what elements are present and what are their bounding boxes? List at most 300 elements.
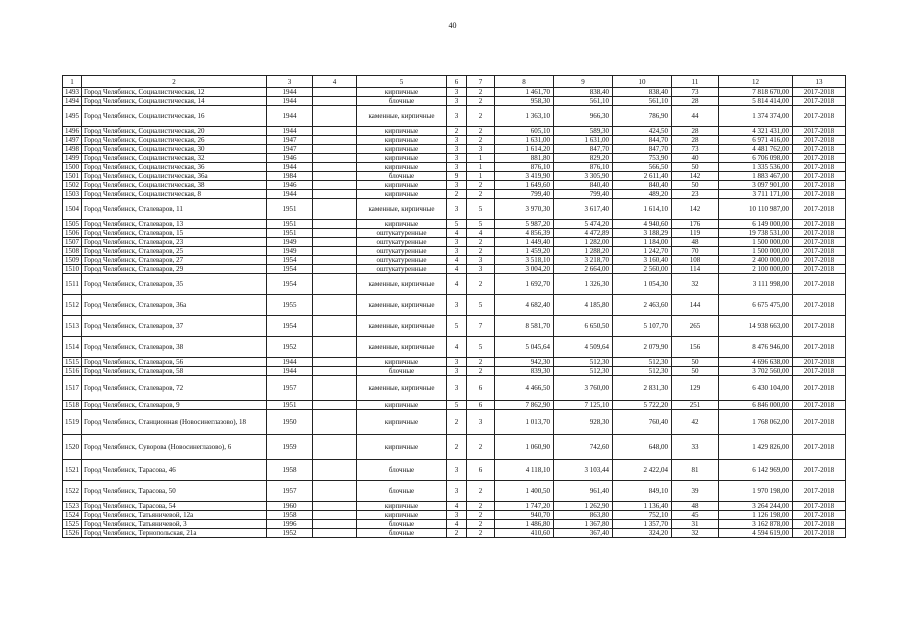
private-area-cell: 489,20 bbox=[613, 190, 672, 199]
residents-cell: 33 bbox=[672, 435, 719, 460]
year-built-cell: 1951 bbox=[267, 199, 313, 220]
residential-area-cell: 1 326,30 bbox=[554, 274, 613, 295]
private-area-cell: 2 079,90 bbox=[613, 337, 672, 358]
residents-cell: 142 bbox=[672, 172, 719, 181]
total-area-cell: 1 486,80 bbox=[495, 520, 554, 529]
cost-cell: 4 594 619,00 bbox=[719, 529, 793, 538]
column-header-11: 11 bbox=[672, 76, 719, 88]
floors-cell: 3 bbox=[447, 88, 467, 97]
floors-cell: 3 bbox=[447, 145, 467, 154]
private-area-cell: 2 560,00 bbox=[613, 265, 672, 274]
residential-area-cell: 367,40 bbox=[554, 529, 613, 538]
row-number: 1509 bbox=[63, 256, 82, 265]
residents-cell: 50 bbox=[672, 181, 719, 190]
row-number: 1500 bbox=[63, 163, 82, 172]
row-number: 1517 bbox=[63, 376, 82, 401]
cost-cell: 5 814 414,00 bbox=[719, 97, 793, 106]
address-cell: Город Челябинск, Сталеваров, 11 bbox=[82, 199, 267, 220]
address-cell: Город Челябинск, Станционная (Новосинеглазово), 18 bbox=[82, 410, 267, 435]
residential-area-cell: 876,10 bbox=[554, 163, 613, 172]
entrances-cell: 2 bbox=[467, 502, 495, 511]
private-area-cell: 849,10 bbox=[613, 481, 672, 502]
column-header-10: 10 bbox=[613, 76, 672, 88]
entrances-cell: 2 bbox=[467, 238, 495, 247]
period-cell: 2017-2018 bbox=[793, 127, 846, 136]
total-area-cell: 4 118,10 bbox=[495, 460, 554, 481]
private-area-cell: 1 184,00 bbox=[613, 238, 672, 247]
period-cell: 2017-2018 bbox=[793, 106, 846, 127]
residents-cell: 45 bbox=[672, 511, 719, 520]
year-built-cell: 1954 bbox=[267, 316, 313, 337]
residents-cell: 73 bbox=[672, 88, 719, 97]
address-cell: Город Челябинск, Сталеваров, 72 bbox=[82, 376, 267, 401]
table-row bbox=[63, 229, 846, 238]
private-area-cell: 1 242,70 bbox=[613, 247, 672, 256]
floors-cell: 4 bbox=[447, 520, 467, 529]
entrances-cell: 1 bbox=[467, 163, 495, 172]
total-area-cell: 799,40 bbox=[495, 190, 554, 199]
residential-area-cell: 1 262,90 bbox=[554, 502, 613, 511]
total-area-cell: 839,30 bbox=[495, 367, 554, 376]
total-area-cell: 4 682,40 bbox=[495, 295, 554, 316]
wall-material-cell: кирпичные bbox=[357, 88, 447, 97]
year-built-cell: 1958 bbox=[267, 460, 313, 481]
entrances-cell: 2 bbox=[467, 106, 495, 127]
residents-cell: 42 bbox=[672, 410, 719, 435]
private-area-cell: 2 422,04 bbox=[613, 460, 672, 481]
row-number: 1503 bbox=[63, 190, 82, 199]
year-built-cell: 1984 bbox=[267, 172, 313, 181]
residential-area-cell: 1 367,80 bbox=[554, 520, 613, 529]
table-row bbox=[63, 337, 846, 358]
floors-cell: 4 bbox=[447, 265, 467, 274]
table-row bbox=[63, 136, 846, 145]
year-commissioning-cell bbox=[313, 274, 357, 295]
year-built-cell: 1944 bbox=[267, 88, 313, 97]
year-built-cell: 1944 bbox=[267, 127, 313, 136]
cost-cell: 3 111 998,00 bbox=[719, 274, 793, 295]
period-cell: 2017-2018 bbox=[793, 145, 846, 154]
residents-cell: 32 bbox=[672, 274, 719, 295]
private-area-cell: 3 188,29 bbox=[613, 229, 672, 238]
residential-area-cell: 2 664,00 bbox=[554, 265, 613, 274]
table-row bbox=[63, 511, 846, 520]
entrances-cell: 2 bbox=[467, 88, 495, 97]
total-area-cell: 3 518,10 bbox=[495, 256, 554, 265]
floors-cell: 3 bbox=[447, 97, 467, 106]
period-cell: 2017-2018 bbox=[793, 460, 846, 481]
row-number: 1519 bbox=[63, 410, 82, 435]
wall-material-cell: каменные, кирпичные bbox=[357, 295, 447, 316]
table-row bbox=[63, 367, 846, 376]
private-area-cell: 786,90 bbox=[613, 106, 672, 127]
entrances-cell: 2 bbox=[467, 511, 495, 520]
floors-cell: 2 bbox=[447, 410, 467, 435]
residential-area-cell: 3 305,90 bbox=[554, 172, 613, 181]
residents-cell: 50 bbox=[672, 163, 719, 172]
period-cell: 2017-2018 bbox=[793, 520, 846, 529]
period-cell: 2017-2018 bbox=[793, 376, 846, 401]
period-cell: 2017-2018 bbox=[793, 190, 846, 199]
residents-cell: 144 bbox=[672, 295, 719, 316]
table-row bbox=[63, 256, 846, 265]
table-row bbox=[63, 376, 846, 401]
private-area-cell: 1 054,30 bbox=[613, 274, 672, 295]
year-commissioning-cell bbox=[313, 127, 357, 136]
year-built-cell: 1955 bbox=[267, 295, 313, 316]
total-area-cell: 1 363,10 bbox=[495, 106, 554, 127]
private-area-cell: 840,40 bbox=[613, 181, 672, 190]
residential-area-cell: 512,30 bbox=[554, 367, 613, 376]
address-cell: Город Челябинск, Сталеваров, 29 bbox=[82, 265, 267, 274]
wall-material-cell: оштукатуренные bbox=[357, 265, 447, 274]
period-cell: 2017-2018 bbox=[793, 199, 846, 220]
year-commissioning-cell bbox=[313, 190, 357, 199]
floors-cell: 4 bbox=[447, 502, 467, 511]
entrances-cell: 2 bbox=[467, 127, 495, 136]
table-row bbox=[63, 97, 846, 106]
cost-cell: 4 696 638,00 bbox=[719, 358, 793, 367]
period-cell: 2017-2018 bbox=[793, 265, 846, 274]
year-commissioning-cell bbox=[313, 97, 357, 106]
year-built-cell: 1952 bbox=[267, 337, 313, 358]
wall-material-cell: кирпичные bbox=[357, 145, 447, 154]
address-cell: Город Челябинск, Тернопольская, 21а bbox=[82, 529, 267, 538]
page-number: 40 bbox=[448, 21, 457, 30]
table-row bbox=[63, 520, 846, 529]
residential-area-cell: 838,40 bbox=[554, 88, 613, 97]
year-commissioning-cell bbox=[313, 435, 357, 460]
year-commissioning-cell bbox=[313, 199, 357, 220]
residential-area-cell: 4 185,80 bbox=[554, 295, 613, 316]
total-area-cell: 8 581,70 bbox=[495, 316, 554, 337]
wall-material-cell: блочные bbox=[357, 97, 447, 106]
entrances-cell: 1 bbox=[467, 172, 495, 181]
entrances-cell: 2 bbox=[467, 520, 495, 529]
total-area-cell: 410,60 bbox=[495, 529, 554, 538]
residents-cell: 129 bbox=[672, 376, 719, 401]
period-cell: 2017-2018 bbox=[793, 529, 846, 538]
wall-material-cell: кирпичные bbox=[357, 401, 447, 410]
private-area-cell: 2 463,60 bbox=[613, 295, 672, 316]
wall-material-cell: блочные bbox=[357, 172, 447, 181]
total-area-cell: 958,30 bbox=[495, 97, 554, 106]
table-row bbox=[63, 265, 846, 274]
address-cell: Город Челябинск, Татьяничевой, 12а bbox=[82, 511, 267, 520]
residential-area-cell: 742,60 bbox=[554, 435, 613, 460]
year-commissioning-cell bbox=[313, 295, 357, 316]
wall-material-cell: кирпичные bbox=[357, 502, 447, 511]
year-built-cell: 1960 bbox=[267, 502, 313, 511]
floors-cell: 4 bbox=[447, 229, 467, 238]
address-cell: Город Челябинск, Социалистическая, 36 bbox=[82, 163, 267, 172]
address-cell: Город Челябинск, Тарасова, 54 bbox=[82, 502, 267, 511]
table-row bbox=[63, 172, 846, 181]
floors-cell: 3 bbox=[447, 199, 467, 220]
cost-cell: 1 429 826,00 bbox=[719, 435, 793, 460]
wall-material-cell: блочные bbox=[357, 460, 447, 481]
private-area-cell: 1 357,70 bbox=[613, 520, 672, 529]
row-number: 1505 bbox=[63, 220, 82, 229]
total-area-cell: 940,70 bbox=[495, 511, 554, 520]
entrances-cell: 5 bbox=[467, 220, 495, 229]
year-built-cell: 1952 bbox=[267, 529, 313, 538]
residential-area-cell: 512,30 bbox=[554, 358, 613, 367]
row-number: 1497 bbox=[63, 136, 82, 145]
year-commissioning-cell bbox=[313, 136, 357, 145]
wall-material-cell: кирпичные bbox=[357, 163, 447, 172]
address-cell: Город Челябинск, Социалистическая, 26 bbox=[82, 136, 267, 145]
floors-cell: 3 bbox=[447, 181, 467, 190]
entrances-cell: 5 bbox=[467, 199, 495, 220]
table-row bbox=[63, 190, 846, 199]
entrances-cell: 2 bbox=[467, 190, 495, 199]
housing-registry-table bbox=[62, 75, 846, 538]
year-built-cell: 1957 bbox=[267, 481, 313, 502]
cost-cell: 7 818 670,00 bbox=[719, 88, 793, 97]
floors-cell: 3 bbox=[447, 247, 467, 256]
year-built-cell: 1954 bbox=[267, 274, 313, 295]
row-number: 1508 bbox=[63, 247, 82, 256]
row-number: 1515 bbox=[63, 358, 82, 367]
entrances-cell: 2 bbox=[467, 529, 495, 538]
row-number: 1511 bbox=[63, 274, 82, 295]
row-number: 1499 bbox=[63, 154, 82, 163]
entrances-cell: 6 bbox=[467, 460, 495, 481]
floors-cell: 3 bbox=[447, 163, 467, 172]
private-area-cell: 4 940,60 bbox=[613, 220, 672, 229]
row-number: 1518 bbox=[63, 401, 82, 410]
floors-cell: 2 bbox=[447, 127, 467, 136]
floors-cell: 2 bbox=[447, 190, 467, 199]
period-cell: 2017-2018 bbox=[793, 410, 846, 435]
entrances-cell: 7 bbox=[467, 316, 495, 337]
period-cell: 2017-2018 bbox=[793, 358, 846, 367]
year-built-cell: 1949 bbox=[267, 238, 313, 247]
year-built-cell: 1957 bbox=[267, 376, 313, 401]
period-cell: 2017-2018 bbox=[793, 502, 846, 511]
row-number: 1521 bbox=[63, 460, 82, 481]
year-commissioning-cell bbox=[313, 106, 357, 127]
residents-cell: 142 bbox=[672, 199, 719, 220]
total-area-cell: 1 692,70 bbox=[495, 274, 554, 295]
table-row bbox=[63, 127, 846, 136]
entrances-cell: 2 bbox=[467, 247, 495, 256]
residents-cell: 50 bbox=[672, 358, 719, 367]
residential-area-cell: 928,30 bbox=[554, 410, 613, 435]
total-area-cell: 1 459,20 bbox=[495, 247, 554, 256]
row-number: 1493 bbox=[63, 88, 82, 97]
residential-area-cell: 961,40 bbox=[554, 481, 613, 502]
year-built-cell: 1996 bbox=[267, 520, 313, 529]
year-built-cell: 1947 bbox=[267, 136, 313, 145]
total-area-cell: 7 862,90 bbox=[495, 401, 554, 410]
year-commissioning-cell bbox=[313, 154, 357, 163]
cost-cell: 3 097 901,00 bbox=[719, 181, 793, 190]
floors-cell: 2 bbox=[447, 435, 467, 460]
column-header-13: 13 bbox=[793, 76, 846, 88]
year-commissioning-cell bbox=[313, 181, 357, 190]
wall-material-cell: кирпичные bbox=[357, 511, 447, 520]
period-cell: 2017-2018 bbox=[793, 256, 846, 265]
floors-cell: 3 bbox=[447, 136, 467, 145]
residential-area-cell: 829,20 bbox=[554, 154, 613, 163]
total-area-cell: 1 400,50 bbox=[495, 481, 554, 502]
table-row bbox=[63, 460, 846, 481]
year-commissioning-cell bbox=[313, 520, 357, 529]
wall-material-cell: кирпичные bbox=[357, 136, 447, 145]
residents-cell: 50 bbox=[672, 367, 719, 376]
residents-cell: 32 bbox=[672, 529, 719, 538]
period-cell: 2017-2018 bbox=[793, 154, 846, 163]
residents-cell: 28 bbox=[672, 97, 719, 106]
year-built-cell: 1946 bbox=[267, 181, 313, 190]
private-area-cell: 648,00 bbox=[613, 435, 672, 460]
private-area-cell: 512,30 bbox=[613, 358, 672, 367]
wall-material-cell: блочные bbox=[357, 367, 447, 376]
address-cell: Город Челябинск, Социалистическая, 16 bbox=[82, 106, 267, 127]
residents-cell: 48 bbox=[672, 238, 719, 247]
wall-material-cell: кирпичные bbox=[357, 410, 447, 435]
wall-material-cell: кирпичные bbox=[357, 220, 447, 229]
period-cell: 2017-2018 bbox=[793, 435, 846, 460]
row-number: 1513 bbox=[63, 316, 82, 337]
period-cell: 2017-2018 bbox=[793, 136, 846, 145]
table-header-row bbox=[63, 76, 846, 88]
row-number: 1510 bbox=[63, 265, 82, 274]
residential-area-cell: 847,70 bbox=[554, 145, 613, 154]
residents-cell: 23 bbox=[672, 190, 719, 199]
row-number: 1526 bbox=[63, 529, 82, 538]
year-built-cell: 1959 bbox=[267, 435, 313, 460]
column-header-2: 2 bbox=[82, 76, 267, 88]
year-commissioning-cell bbox=[313, 401, 357, 410]
row-number: 1520 bbox=[63, 435, 82, 460]
private-area-cell: 2 831,30 bbox=[613, 376, 672, 401]
year-commissioning-cell bbox=[313, 256, 357, 265]
table-row bbox=[63, 502, 846, 511]
total-area-cell: 3 970,30 bbox=[495, 199, 554, 220]
year-commissioning-cell bbox=[313, 238, 357, 247]
residential-area-cell: 6 650,50 bbox=[554, 316, 613, 337]
row-number: 1495 bbox=[63, 106, 82, 127]
floors-cell: 3 bbox=[447, 376, 467, 401]
total-area-cell: 5 987,20 bbox=[495, 220, 554, 229]
private-area-cell: 847,70 bbox=[613, 145, 672, 154]
column-header-5: 5 bbox=[357, 76, 447, 88]
address-cell: Город Челябинск, Сталеваров, 13 bbox=[82, 220, 267, 229]
cost-cell: 6 149 000,00 bbox=[719, 220, 793, 229]
table-row bbox=[63, 295, 846, 316]
residents-cell: 114 bbox=[672, 265, 719, 274]
wall-material-cell: кирпичные bbox=[357, 127, 447, 136]
table-row bbox=[63, 220, 846, 229]
year-commissioning-cell bbox=[313, 376, 357, 401]
cost-cell: 3 711 171,00 bbox=[719, 190, 793, 199]
entrances-cell: 5 bbox=[467, 295, 495, 316]
year-commissioning-cell bbox=[313, 220, 357, 229]
column-header-1: 1 bbox=[63, 76, 82, 88]
table-row bbox=[63, 106, 846, 127]
row-number: 1504 bbox=[63, 199, 82, 220]
year-commissioning-cell bbox=[313, 511, 357, 520]
table-row bbox=[63, 481, 846, 502]
private-area-cell: 561,10 bbox=[613, 97, 672, 106]
residents-cell: 44 bbox=[672, 106, 719, 127]
year-commissioning-cell bbox=[313, 229, 357, 238]
floors-cell: 3 bbox=[447, 238, 467, 247]
table-row bbox=[63, 163, 846, 172]
total-area-cell: 4 466,50 bbox=[495, 376, 554, 401]
entrances-cell: 6 bbox=[467, 376, 495, 401]
residential-area-cell: 863,80 bbox=[554, 511, 613, 520]
private-area-cell: 753,90 bbox=[613, 154, 672, 163]
cost-cell: 6 846 000,00 bbox=[719, 401, 793, 410]
entrances-cell: 3 bbox=[467, 265, 495, 274]
table-row bbox=[63, 410, 846, 435]
residential-area-cell: 799,40 bbox=[554, 190, 613, 199]
entrances-cell: 2 bbox=[467, 358, 495, 367]
floors-cell: 3 bbox=[447, 358, 467, 367]
year-commissioning-cell bbox=[313, 145, 357, 154]
year-built-cell: 1951 bbox=[267, 229, 313, 238]
period-cell: 2017-2018 bbox=[793, 238, 846, 247]
wall-material-cell: кирпичные bbox=[357, 154, 447, 163]
private-area-cell: 5 107,70 bbox=[613, 316, 672, 337]
period-cell: 2017-2018 bbox=[793, 247, 846, 256]
year-built-cell: 1944 bbox=[267, 163, 313, 172]
cost-cell: 1 335 536,00 bbox=[719, 163, 793, 172]
cost-cell: 6 430 104,00 bbox=[719, 376, 793, 401]
entrances-cell: 2 bbox=[467, 367, 495, 376]
address-cell: Город Челябинск, Сталеваров, 36а bbox=[82, 295, 267, 316]
period-cell: 2017-2018 bbox=[793, 163, 846, 172]
residents-cell: 70 bbox=[672, 247, 719, 256]
address-cell: Город Челябинск, Сталеваров, 9 bbox=[82, 401, 267, 410]
floors-cell: 5 bbox=[447, 220, 467, 229]
floors-cell: 3 bbox=[447, 511, 467, 520]
entrances-cell: 5 bbox=[467, 337, 495, 358]
wall-material-cell: каменные, кирпичные bbox=[357, 199, 447, 220]
residents-cell: 31 bbox=[672, 520, 719, 529]
private-area-cell: 324,20 bbox=[613, 529, 672, 538]
wall-material-cell: блочные bbox=[357, 481, 447, 502]
wall-material-cell: кирпичные bbox=[357, 181, 447, 190]
period-cell: 2017-2018 bbox=[793, 367, 846, 376]
private-area-cell: 512,30 bbox=[613, 367, 672, 376]
period-cell: 2017-2018 bbox=[793, 181, 846, 190]
period-cell: 2017-2018 bbox=[793, 229, 846, 238]
address-cell: Город Челябинск, Тарасова, 46 bbox=[82, 460, 267, 481]
floors-cell: 3 bbox=[447, 367, 467, 376]
total-area-cell: 1 461,70 bbox=[495, 88, 554, 97]
cost-cell: 1 126 198,00 bbox=[719, 511, 793, 520]
residents-cell: 28 bbox=[672, 136, 719, 145]
period-cell: 2017-2018 bbox=[793, 274, 846, 295]
year-commissioning-cell bbox=[313, 247, 357, 256]
residential-area-cell: 1 288,20 bbox=[554, 247, 613, 256]
entrances-cell: 1 bbox=[467, 154, 495, 163]
residential-area-cell: 561,10 bbox=[554, 97, 613, 106]
wall-material-cell: блочные bbox=[357, 520, 447, 529]
wall-material-cell: блочные bbox=[357, 529, 447, 538]
floors-cell: 3 bbox=[447, 154, 467, 163]
residential-area-cell: 4 509,64 bbox=[554, 337, 613, 358]
cost-cell: 8 476 946,00 bbox=[719, 337, 793, 358]
private-area-cell: 752,10 bbox=[613, 511, 672, 520]
cost-cell: 6 971 416,00 bbox=[719, 136, 793, 145]
column-header-7: 7 bbox=[467, 76, 495, 88]
